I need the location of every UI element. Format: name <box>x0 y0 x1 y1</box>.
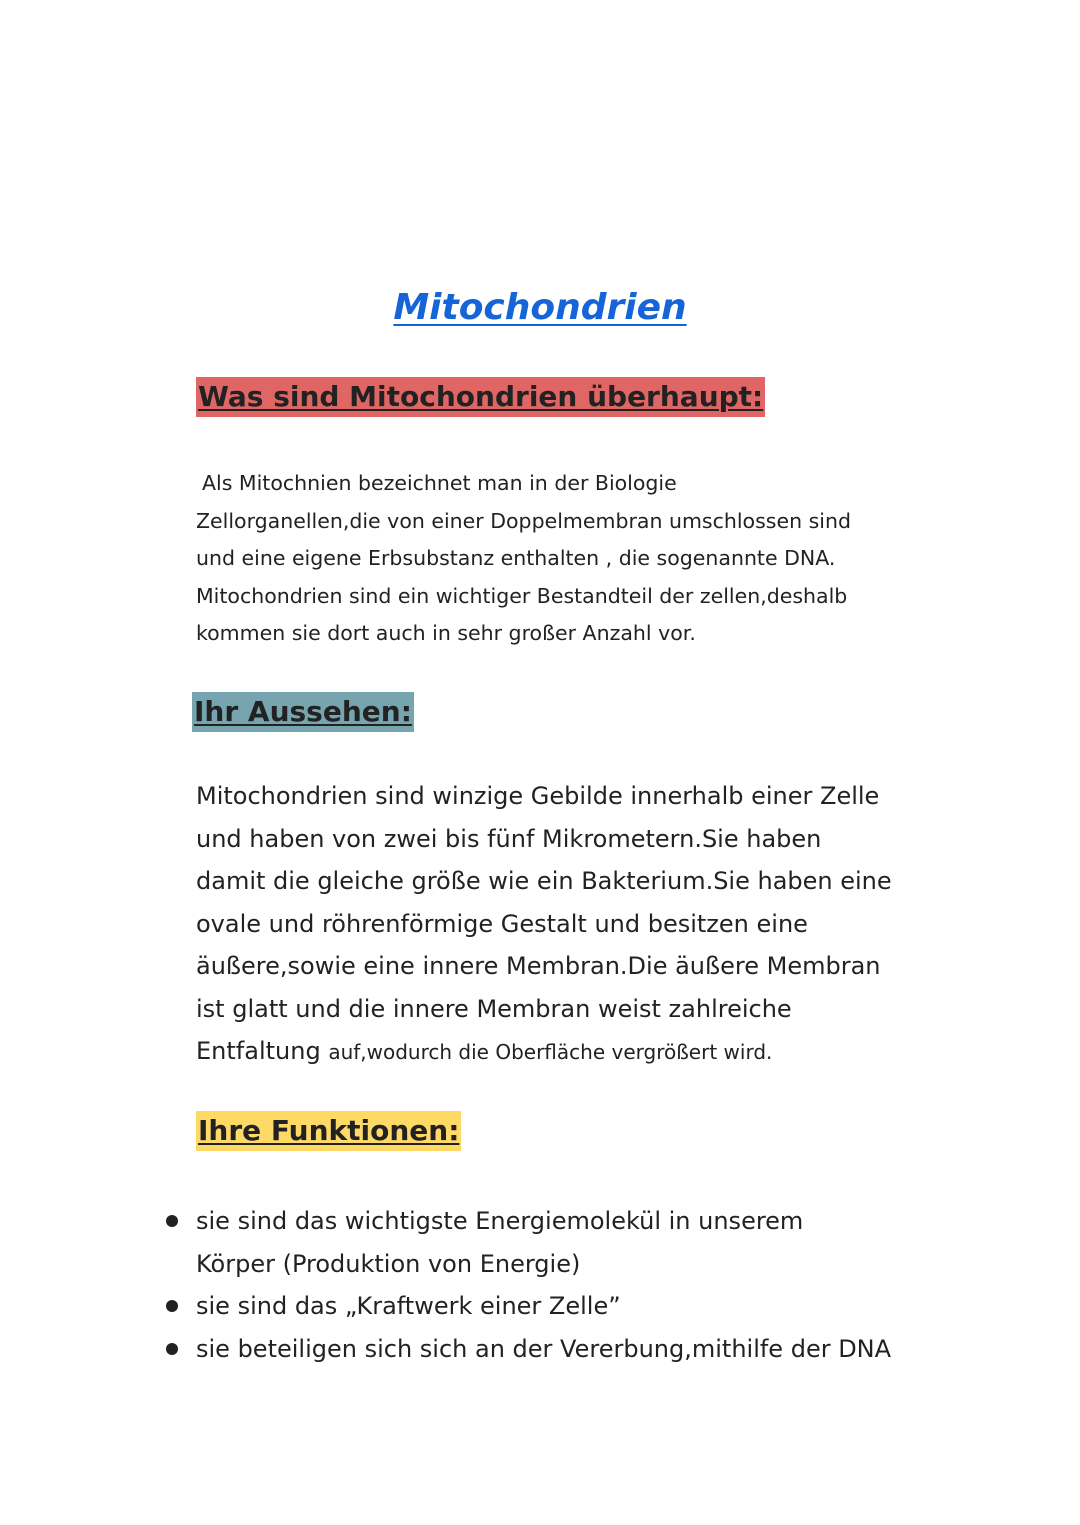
text-line: kommen sie dort auch in sehr großer Anzahl vor. <box>196 621 696 646</box>
bullet-icon <box>166 1215 178 1227</box>
section-paragraph-appearance <box>196 775 892 1074</box>
page-title: Mitochondrien <box>393 287 687 328</box>
text-line: Körper (Produktion von Energie) <box>196 1249 581 1278</box>
section-paragraph-what <box>196 465 851 653</box>
list-item <box>164 1200 891 1285</box>
list-item <box>164 1328 891 1371</box>
text-line: sie beteiligen sich sich an der Vererbung,mithilfe der DNA <box>196 1334 892 1363</box>
section-heading-what: Was sind Mitochondrien überhaupt: <box>196 377 765 417</box>
list-item <box>164 1285 891 1328</box>
text-line: sie sind das wichtigste Energiemolekül in unserem <box>196 1207 804 1235</box>
text-fragment: auf,wodurch die Oberfläche vergrößert wird. <box>328 1040 773 1064</box>
text-line: Zellorganellen,die von einer Doppelmembran umschlossen sind <box>196 508 851 533</box>
text-line <box>196 1030 892 1074</box>
text-line: Mitochondrien sind winzige Gebilde innerhalb einer Zelle <box>196 782 880 810</box>
text-line: und haben von zwei bis fünf Mikrometern.Sie haben <box>196 824 822 853</box>
text-fragment: Entfaltung <box>196 1037 329 1065</box>
text-line: ovale und röhrenförmige Gestalt und besitzen eine <box>196 909 808 938</box>
text-line: und eine eigene Erbsubstanz enthalten , die sogenannte DNA. <box>196 546 836 571</box>
text-line: äußere,sowie eine innere Membran.Die äußere Membran <box>196 952 881 980</box>
section-heading-appearance: Ihr Aussehen: <box>192 692 414 732</box>
bullet-icon <box>166 1300 178 1312</box>
section-heading-functions: Ihre Funktionen: <box>196 1111 461 1151</box>
text-line: sie sind das „Kraftwerk einer Zelle” <box>196 1292 621 1320</box>
text-line: damit die gleiche größe wie ein Bakterium.Sie haben eine <box>196 867 892 895</box>
text-line: ist glatt und die innere Membran weist zahlreiche <box>196 994 792 1023</box>
text-line: Mitochondrien sind ein wichtiger Bestandteil der zellen,deshalb <box>196 583 848 608</box>
bullet-icon <box>166 1343 178 1355</box>
functions-list <box>164 1200 891 1370</box>
text-line: Als Mitochnien bezeichnet man in der Biologie <box>202 471 677 495</box>
